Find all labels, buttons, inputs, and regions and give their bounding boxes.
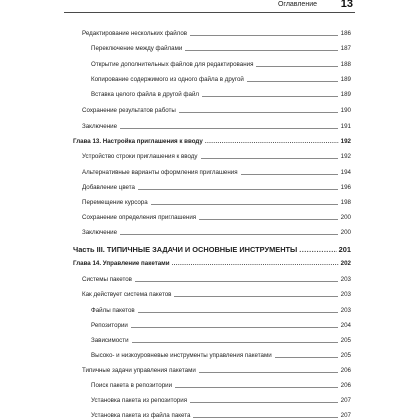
toc-entry-label: Добавление цвета	[82, 184, 135, 191]
toc-entry-label: Сохранение результатов работы	[82, 107, 176, 114]
toc-section-entry	[82, 228, 351, 237]
toc-leader-rule	[135, 281, 338, 282]
toc-section-entry	[82, 213, 351, 222]
toc-leader-rule	[185, 50, 337, 51]
toc-leader-rule	[175, 387, 338, 388]
toc-leader-rule	[275, 357, 338, 358]
toc-entry-label: Зависимости	[91, 337, 129, 344]
toc-entry-page: 190	[340, 107, 351, 114]
toc-chapter-entry	[73, 137, 351, 146]
toc-leader-rule	[138, 189, 338, 190]
toc-entry-page: 206	[340, 367, 351, 374]
toc-entry-label: Открытие дополнительных файлов для редактирования	[91, 61, 254, 68]
toc-entry-page: 194	[340, 169, 351, 176]
toc-section-entry	[91, 336, 351, 345]
toc-entry-label: Сохранение определения приглашения	[82, 214, 197, 221]
toc-leader-rule	[120, 128, 338, 129]
toc-leader-rule	[131, 327, 338, 328]
toc-section-entry	[91, 321, 351, 330]
toc-leader-rule	[199, 219, 338, 220]
toc-part-entry	[73, 244, 351, 255]
toc-section-entry	[82, 168, 351, 177]
toc-leader-rule	[120, 234, 338, 235]
toc-chapter-entry	[73, 259, 351, 268]
toc-leader-dots	[205, 137, 339, 146]
toc-entry-label: Установка пакета из файла пакета	[91, 412, 191, 419]
toc-section-entry	[91, 90, 351, 99]
toc-entry-label: Поиск пакета в репозитории	[91, 382, 173, 389]
toc-entry-page: 198	[340, 199, 351, 206]
toc-entry-page: 203	[340, 291, 351, 298]
toc-section-entry	[91, 351, 351, 360]
toc-section-entry	[82, 29, 351, 38]
toc-entry-label: Заключение	[82, 229, 118, 236]
toc-entry-label: Часть III. ТИПИЧНЫЕ ЗАДАЧИ И ОСНОВНЫЕ ИНСТРУМЕНТЫ	[73, 245, 298, 254]
toc-entry-label: Типичные задачи управления пакетами	[82, 367, 196, 374]
toc-entry-label: Перемещение курсора	[82, 199, 148, 206]
toc-entry-page: 200	[340, 214, 351, 221]
toc-leader-rule	[193, 417, 337, 418]
toc-leader-rule	[199, 372, 338, 373]
toc-entry-page: 205	[340, 337, 351, 344]
toc-entry-page: 196	[340, 184, 351, 191]
toc-entry-label: Копирование содержимого из одного файла в другой	[91, 76, 244, 83]
toc-entry-label: Высоко- и низкоуровневые инструменты управления пакетами	[91, 352, 272, 359]
toc-entry-page: 203	[340, 276, 351, 283]
toc-leader-rule	[256, 66, 337, 67]
toc-leader-rule	[132, 342, 338, 343]
toc-entry-page: 192	[340, 138, 351, 145]
toc-entry-page: 201	[338, 245, 351, 254]
toc-section-entry	[91, 60, 351, 69]
toc-entry-label: Репозитории	[91, 322, 128, 329]
toc-entry-page: 189	[340, 76, 351, 83]
toc-entry-page: 191	[340, 123, 351, 130]
running-title: Оглавление	[277, 1, 317, 8]
toc-leader-rule	[241, 174, 338, 175]
toc-section-entry	[91, 396, 351, 405]
toc-section-entry	[91, 75, 351, 84]
toc-leader-rule	[190, 402, 338, 403]
toc-entry-label: Глава 13. Настройка приглашения к вводу	[73, 138, 203, 145]
toc-leader-rule	[202, 96, 338, 97]
toc-entry-page: 205	[340, 352, 351, 359]
toc-section-entry	[82, 183, 351, 192]
toc-section-entry	[91, 44, 351, 53]
toc-leader-dots	[299, 244, 336, 255]
toc-entry-page: 203	[340, 307, 351, 314]
toc-entry-page: 200	[340, 229, 351, 236]
toc-entry-label: Переключение между файлами	[91, 45, 183, 52]
toc-entry-page: 206	[340, 382, 351, 389]
toc-section-entry	[82, 152, 351, 161]
toc-leader-rule	[151, 204, 338, 205]
toc-leader-rule	[179, 112, 338, 113]
toc-entry-label: Устройство строки приглашения к вводу	[82, 153, 198, 160]
toc-section-entry	[82, 198, 351, 207]
toc-entry-label: Глава 14. Управление пакетами	[73, 260, 170, 267]
toc-entry-label: Как действует система пакетов	[82, 291, 172, 298]
toc-section-entry	[91, 411, 351, 420]
toc-entry-label: Файлы пакетов	[91, 307, 135, 314]
toc-entry-page: 186	[340, 30, 351, 37]
toc-leader-rule	[201, 158, 338, 159]
toc-leader-rule	[247, 81, 338, 82]
toc-entry-page: 207	[340, 412, 351, 419]
page-number: 13	[340, 0, 353, 10]
toc-entry-label: Установка пакета из репозитория	[91, 397, 188, 404]
toc-section-entry	[82, 275, 351, 284]
toc-section-entry	[82, 106, 351, 115]
toc-section-entry	[82, 290, 351, 299]
toc-section-entry	[82, 122, 351, 131]
toc-leader-rule	[190, 35, 338, 36]
toc-entry-label: Редактирование нескольких файлов	[82, 30, 188, 37]
toc-section-entry	[91, 381, 351, 390]
toc-entry-label: Альтернативные варианты оформления приглашения	[82, 169, 238, 176]
toc-section-entry	[91, 306, 351, 315]
toc-entry-label: Вставка целого файла в другой файл	[91, 91, 200, 98]
toc-leader-rule	[138, 312, 338, 313]
toc-entry-label: Системы пакетов	[82, 276, 132, 283]
toc-entry-page: 189	[340, 91, 351, 98]
toc-leader-rule	[174, 296, 337, 297]
toc-entry-page: 202	[340, 260, 351, 267]
toc-entry-page: 187	[340, 45, 351, 52]
toc-entry-page: 207	[340, 397, 351, 404]
toc-entry-page: 188	[340, 61, 351, 68]
toc-section-entry	[82, 366, 351, 375]
toc-entry-page: 192	[340, 153, 351, 160]
toc-entry-page: 204	[340, 322, 351, 329]
toc-leader-dots	[172, 259, 339, 268]
toc-entry-label: Заключение	[82, 123, 118, 130]
